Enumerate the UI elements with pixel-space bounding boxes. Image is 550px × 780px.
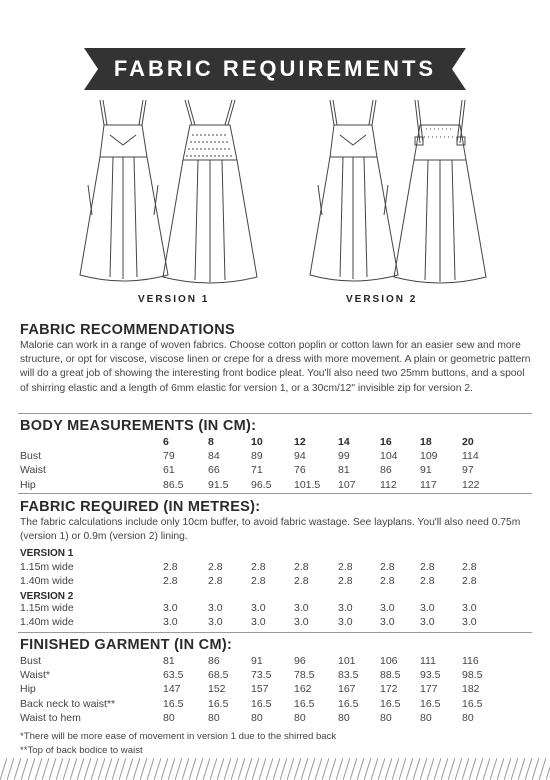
table-cell: 109 — [420, 450, 438, 463]
v1-front-dress-drawing — [80, 100, 168, 281]
table-cell: 2.8 — [163, 561, 178, 573]
table-cell: 80 — [462, 711, 474, 724]
table-cell: 172 — [380, 683, 398, 696]
table-cell: 16.5 — [294, 697, 315, 710]
table-cell: 16.5 — [251, 697, 272, 710]
row-label: Hip — [20, 478, 36, 491]
size-header-cell: 12 — [294, 436, 306, 448]
table-cell: 3.0 — [462, 616, 477, 629]
recommendations-heading: FABRIC RECOMMENDATIONS — [20, 322, 235, 338]
table-cell: 3.0 — [208, 616, 223, 629]
table-cell: 79 — [163, 450, 175, 463]
table-cell: 76 — [294, 464, 306, 477]
table-cell: 116 — [462, 655, 479, 667]
table-cell: 91 — [251, 655, 263, 667]
table-cell: 73.5 — [251, 669, 272, 682]
table-cell: 2.8 — [163, 575, 178, 588]
size-header-cell: 18 — [420, 436, 432, 448]
recommendations-text: Malorie can work in a range of woven fabrics. Choose cotton poplin or cotton lawn for an easier sew and more structure, or opt for viscose, viscose linen or crepe for a dress with more movement. A plain or geometric pattern will do a great job of showing the interesting front bodice pleat. You'll also need two 25mm buttons, and a spool of shirring elastic and a length of 6mm elastic for version 1, or a 30cm/12" invisible zip for version 2. — [20, 340, 531, 394]
row-label: Bust — [20, 450, 42, 463]
table-cell: 2.8 — [251, 561, 266, 573]
body-measurements-heading: BODY MEASUREMENTS (IN CM): — [20, 418, 257, 434]
table-row — [20, 574, 530, 588]
table-cell: 3.0 — [208, 602, 223, 614]
footnote-2: **Top of back bodice to waist — [20, 745, 143, 756]
table-cell: 81 — [338, 464, 350, 477]
table-row — [20, 478, 530, 492]
version-1-fabric-table — [20, 560, 530, 588]
table-cell: 114 — [462, 450, 479, 463]
table-cell: 106 — [380, 655, 398, 667]
size-header-cell: 8 — [208, 436, 214, 448]
version-2-subheading: VERSION 2 — [20, 591, 74, 602]
table-cell: 71 — [251, 464, 263, 477]
table-cell: 80 — [163, 711, 175, 724]
table-cell: 89 — [251, 450, 263, 463]
row-label: 1.15m wide — [20, 602, 74, 614]
size-header-cell: 6 — [163, 436, 169, 448]
table-cell: 80 — [380, 711, 392, 724]
table-cell: 2.8 — [420, 561, 435, 573]
table-cell: 80 — [208, 711, 220, 724]
table-cell: 68.5 — [208, 669, 229, 682]
table-cell: 2.8 — [251, 575, 266, 588]
row-label: Back neck to waist** — [20, 697, 116, 710]
version-1-subheading: VERSION 1 — [20, 548, 74, 559]
fabric-required-heading: FABRIC REQUIRED (IN METRES): — [20, 499, 261, 515]
table-cell: 63.5 — [163, 669, 184, 682]
title-banner — [84, 48, 466, 90]
table-cell: 3.0 — [251, 602, 266, 614]
table-cell: 93.5 — [420, 669, 441, 682]
size-header-cell: 16 — [380, 436, 392, 448]
table-cell: 2.8 — [462, 561, 477, 573]
table-cell: 80 — [338, 711, 350, 724]
table-cell: 84 — [208, 450, 220, 463]
finished-garment-table — [20, 654, 530, 725]
table-cell: 3.0 — [420, 602, 435, 614]
table-cell: 3.0 — [462, 602, 477, 614]
table-cell: 16.5 — [420, 697, 441, 710]
table-cell: 16.5 — [163, 697, 184, 710]
table-cell: 80 — [294, 711, 306, 724]
footnote-1: *There will be more ease of movement in version 1 due to the shirred back — [20, 731, 337, 742]
row-label: Waist — [20, 464, 46, 477]
row-label: Waist to hem — [20, 711, 81, 724]
table-cell: 61 — [163, 464, 175, 477]
table-cell: 83.5 — [338, 669, 359, 682]
size-header-row — [20, 435, 530, 449]
table-cell: 3.0 — [338, 602, 353, 614]
table-cell: 3.0 — [163, 602, 178, 614]
table-cell: 3.0 — [251, 616, 266, 629]
table-cell: 16.5 — [462, 697, 483, 710]
table-cell: 177 — [420, 683, 438, 696]
table-row — [20, 668, 530, 682]
size-header-cell: 10 — [251, 436, 263, 448]
table-cell: 91 — [420, 464, 432, 477]
table-cell: 98.5 — [462, 669, 483, 682]
table-row — [20, 560, 530, 574]
table-cell: 122 — [462, 478, 480, 491]
table-cell: 2.8 — [338, 575, 353, 588]
table-cell: 3.0 — [294, 616, 309, 629]
table-cell: 3.0 — [294, 602, 309, 614]
row-label: 1.40m wide — [20, 616, 74, 629]
table-row — [20, 697, 530, 711]
fabric-required-text: The fabric calculations include only 10cm buffer, to avoid fabric wastage. See layplans. You'll also need 0.75m (version 1) or 0.9m (version 2) lining. — [20, 517, 521, 543]
v2-back-dress-drawing — [394, 100, 486, 283]
table-cell: 16.5 — [380, 697, 401, 710]
table-cell: 112 — [380, 478, 397, 491]
table-cell: 86 — [380, 464, 392, 477]
version-2-label: VERSION 2 — [346, 294, 418, 305]
v1-back-dress-drawing — [163, 100, 257, 283]
table-row — [20, 682, 530, 696]
table-cell: 3.0 — [338, 616, 353, 629]
table-cell: 101.5 — [294, 478, 321, 491]
size-header-cell: 14 — [338, 436, 350, 448]
v2-front-dress-drawing — [310, 100, 398, 281]
table-cell: 152 — [208, 683, 226, 696]
table-cell: 2.8 — [380, 575, 395, 588]
table-cell: 97 — [462, 464, 474, 477]
table-row — [20, 449, 530, 463]
table-row — [20, 615, 530, 629]
table-cell: 91.5 — [208, 478, 229, 491]
table-cell: 96 — [294, 655, 306, 667]
version-1-label: VERSION 1 — [138, 294, 210, 305]
table-cell: 16.5 — [338, 697, 359, 710]
table-cell: 2.8 — [294, 575, 309, 588]
table-cell: 162 — [294, 683, 312, 696]
table-cell: 88.5 — [380, 669, 401, 682]
table-cell: 167 — [338, 683, 356, 696]
divider — [18, 413, 532, 414]
divider — [18, 493, 532, 494]
table-row — [20, 463, 530, 477]
table-cell: 16.5 — [208, 697, 229, 710]
body-measurements-table — [20, 435, 530, 492]
divider — [18, 632, 532, 633]
row-label: 1.40m wide — [20, 575, 74, 588]
table-cell: 107 — [338, 478, 356, 491]
row-label: Bust — [20, 655, 42, 667]
table-cell: 81 — [163, 655, 175, 667]
table-cell: 111 — [420, 655, 436, 667]
table-cell: 3.0 — [420, 616, 435, 629]
table-cell: 2.8 — [338, 561, 353, 573]
finished-garment-heading: FINISHED GARMENT (IN CM): — [20, 637, 233, 653]
table-cell: 66 — [208, 464, 220, 477]
table-cell: 2.8 — [294, 561, 309, 573]
table-cell: 96.5 — [251, 478, 272, 491]
table-cell: 117 — [420, 478, 437, 491]
table-cell: 2.8 — [462, 575, 477, 588]
table-cell: 80 — [420, 711, 432, 724]
table-row — [20, 711, 530, 725]
size-header-cell: 20 — [462, 436, 474, 448]
table-cell: 80 — [251, 711, 263, 724]
table-cell: 94 — [294, 450, 306, 463]
table-cell: 2.8 — [420, 575, 435, 588]
table-cell: 147 — [163, 683, 181, 696]
table-row — [20, 601, 530, 615]
table-cell: 2.8 — [380, 561, 395, 573]
row-label: Waist* — [20, 669, 50, 682]
table-cell: 2.8 — [208, 575, 223, 588]
table-row — [20, 654, 530, 668]
dress-illustrations — [0, 95, 550, 295]
page-title: FABRIC REQUIREMENTS — [113, 56, 437, 81]
row-label: Hip — [20, 683, 36, 696]
table-cell: 2.8 — [208, 561, 223, 573]
table-cell: 104 — [380, 450, 398, 463]
table-cell: 99 — [338, 450, 350, 463]
hatched-footer-strip — [0, 758, 550, 780]
table-cell: 3.0 — [163, 616, 178, 629]
table-cell: 182 — [462, 683, 480, 696]
table-cell: 101 — [338, 655, 356, 667]
row-label: 1.15m wide — [20, 561, 74, 573]
table-cell: 78.5 — [294, 669, 315, 682]
table-cell: 86 — [208, 655, 220, 667]
version-2-fabric-table — [20, 601, 530, 629]
table-cell: 157 — [251, 683, 269, 696]
table-cell: 3.0 — [380, 602, 395, 614]
table-cell: 3.0 — [380, 616, 395, 629]
table-cell: 86.5 — [163, 478, 184, 491]
